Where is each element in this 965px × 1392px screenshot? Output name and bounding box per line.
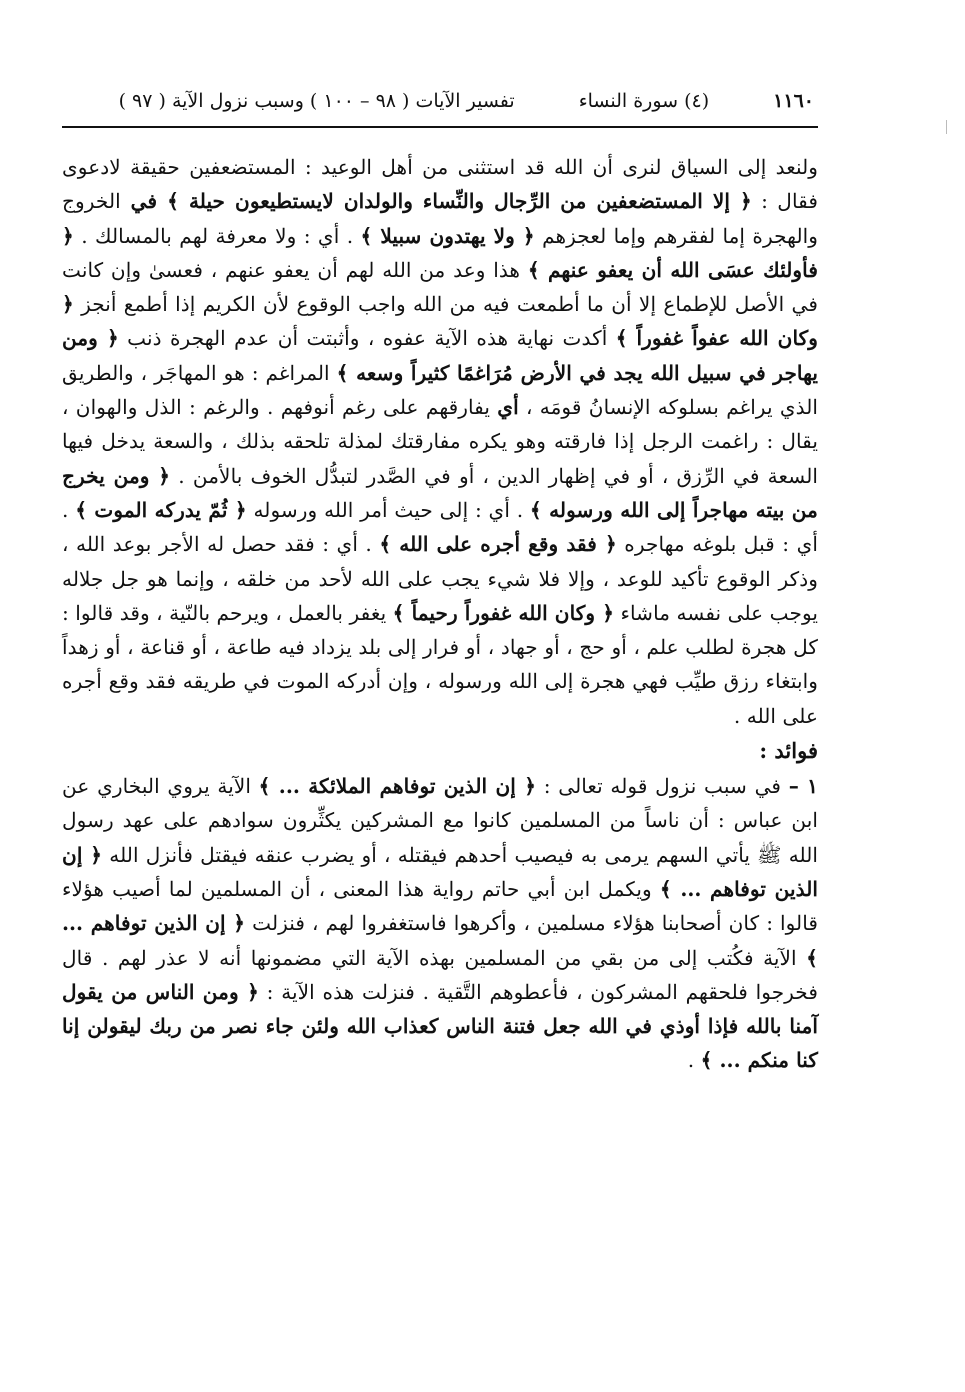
quran-text: ﴿ <box>62 223 74 248</box>
quran-text: ﴿ <box>602 600 615 625</box>
quran-text: ﴿ <box>90 842 103 867</box>
commentary-text: المراغم : هو المهاجَر ، والطريق الذي يراغم بسلوكه الإنسانُ قومَه ، <box>62 360 818 420</box>
quran-text: ﴿ <box>106 326 119 351</box>
quran-text: وكان الله غفوراً رحيماً <box>404 600 603 625</box>
commentary-text: يغفر بالعمل ، ويرحم بالنّية ، وقد قالوا : كل هجرة لطلب علم ، أو حج ، أو جهاد ، أو فرار إلى بلد يزداد فيه طاعة ، أو قناعة ، أو زهداً وابتغاء رزق طيِّب فهي هجرة إلى الله ورسوله ، وإن أدركه الموت في طريقه فقد وقع أجره على الله . <box>62 600 818 728</box>
quran-text: ﴾ <box>527 257 540 282</box>
quran-text: ثُمّ يدركه الموت <box>87 497 235 522</box>
quran-text: ومن الناس من يقول آمنا بالله فإذا أوذي في الله جعل فتنة الناس كعذاب الله ولئن جاء نصر من ربك ليقولن إنا كنا منكم ... <box>62 979 818 1073</box>
surah-name: (٤) سورة النساء <box>578 90 710 112</box>
page <box>62 86 818 1078</box>
commentary-text: . أي : ولا معرفة لهم بالمسالك . <box>73 223 361 248</box>
commentary-text: . أي : قبل بلوغه مهاجره <box>62 497 818 557</box>
commentary-text: أكدت نهاية هذه الآية عفوه ، وأثبتت أن عدم الهجرة ذنب <box>118 326 616 351</box>
quran-text: ومن يهاجر في سبيل الله يجد في الأرض مُرَاغمًا كثيراً وسعه <box>62 326 819 385</box>
commentary-text: في سبب نزول قوله تعالى : <box>536 774 789 799</box>
quran-text: إن الذين توفاهم الملائكة ... <box>270 774 525 799</box>
quran-text: فقد وقع أجره على الله <box>391 532 605 557</box>
quran-text: ولا يهتدون سبيلا <box>372 223 523 248</box>
commentary-text: ولنعد إلى السياق لنرى أن الله قد استثنى من أهل الوعيد : المستضعفين حقيقة لادعوى فقال : <box>62 155 818 214</box>
quran-text: أي <box>497 395 519 420</box>
quran-text: ﴿ <box>524 774 537 799</box>
quran-text: ﴿ <box>522 223 535 248</box>
quran-text: ﴾ <box>167 189 179 214</box>
commentary-text: الآية فكُتب إلى من بقي من المسلمين بهذه الآية التي مضمونها أنه لا عذر لهم . قال فخرجوا فلحقهم المشركون ، فأعطوهم التَّقية . فنزلت هذه الآية : <box>62 945 818 1004</box>
quran-text: ﴾ <box>529 497 542 522</box>
commentary-text: الآية يروي البخاري عن ابن عباس : أن ناساً من المسلمين كانوا مع المشركين يكثِّرون سوادهم على عهد رسول الله ﷺ يأتي السهم يرمى به فيصيب أحدهم فيقتله ، أو يضرب عنقه فيقتل فأنزل الله <box>62 774 818 867</box>
quran-text: ﴾ <box>700 1048 713 1073</box>
header-divider <box>62 126 818 128</box>
quran-text: ﴾ <box>615 326 628 351</box>
commentary-text: ويكمل ابن أبي حاتم رواية هذا المعنى ، أن المسلمين لما أصيب هؤلاء قالوا : كان أصحابنا هؤلاء مسلمين ، وأكرهوا فاستغفروا لهم ، فنزلت <box>62 876 819 936</box>
note-number: ١ – <box>788 774 818 799</box>
quran-text: في <box>120 189 168 214</box>
commentary-text: هذا وعد من الله لهم أن يعفو عنهم ، فعسىٰ وإن كانت في الأصل للإطماع إلا أن ما أطمعت فيه من الله واجب الوقوع لأن الكريم إذا أطمع أنجز <box>62 257 818 317</box>
benefits-heading: فوائد : <box>759 738 818 764</box>
running-header <box>62 86 818 122</box>
commentary-text: . أي : إلى حيث أمر الله ورسوله <box>246 497 530 522</box>
benefit-note <box>62 769 818 1078</box>
page-number: ١١٦٠ <box>773 90 814 112</box>
quran-text: وكان الله عفواً غفوراً <box>627 326 818 351</box>
quran-text: ﴿ <box>234 497 247 522</box>
scan-mark <box>946 120 947 134</box>
quran-text: ﴾ <box>379 532 392 557</box>
quran-text: ﴾ <box>75 497 88 522</box>
body-text <box>62 150 818 1078</box>
quran-text: ﴿ <box>158 463 171 488</box>
tafsir-verse-range: تفسير الآيات ( ٩٨ – ١٠٠ ) وسبب نزول الآية ( ٩٧ ) <box>118 90 515 112</box>
commentary-text: يفارقهم على رغم أنوفهم . والرغم : الذل والهوان ، يقال : راغمت الرجل إذا فارقته وهو يكره مفارقتك لمذلة تلحقه بذلك ، والسعة يدخل فيها السعة في الرِّزق ، أو في إظهار الدين ، أو في الصَّدر لتبدُّل الخوف بالأمن . <box>62 395 818 488</box>
quran-text: إن الذين توفاهم ... <box>62 911 234 936</box>
quran-text: إلا المستضعفين من الرِّجال والنِّساء والولدان لايستطيعون حيلة <box>178 189 740 214</box>
quran-text: ﴿ <box>247 979 259 1004</box>
commentary-paragraph <box>62 150 818 733</box>
quran-text: ومن يخرج من بيته مهاجراً إلى الله ورسوله <box>62 463 818 522</box>
quran-text: ﴿ <box>62 292 74 317</box>
commentary-text: . <box>687 1048 701 1073</box>
quran-text: ﴿ <box>739 189 752 214</box>
quran-text: ﴿ <box>233 911 246 936</box>
quran-text: ﴾ <box>392 600 405 625</box>
commentary-text: . أي : فقد حصل له الأجر بوعد الله ، وذكر الوقوع تأكيد للوعد ، وإلا فلا شيء يجب على الله لأحد من خلقه ، وإنما هو جل جلاله يوجب على نفسه ماشاء <box>62 532 818 625</box>
quran-text: ﴾ <box>258 774 271 799</box>
quran-text: إن الذين توفاهم ... <box>62 842 818 901</box>
quran-text: ﴾ <box>336 360 349 385</box>
quran-text: فأولئك عسَى الله أن يعفو عنهم <box>539 257 818 282</box>
quran-text: ﴾ <box>806 945 818 970</box>
commentary-text: الخروج والهجرة إما لفقرهم وإما لعجزهم <box>62 189 818 248</box>
quran-text: ﴾ <box>360 223 373 248</box>
quran-text: ﴾ <box>659 876 672 901</box>
quran-text: ﴿ <box>604 532 617 557</box>
